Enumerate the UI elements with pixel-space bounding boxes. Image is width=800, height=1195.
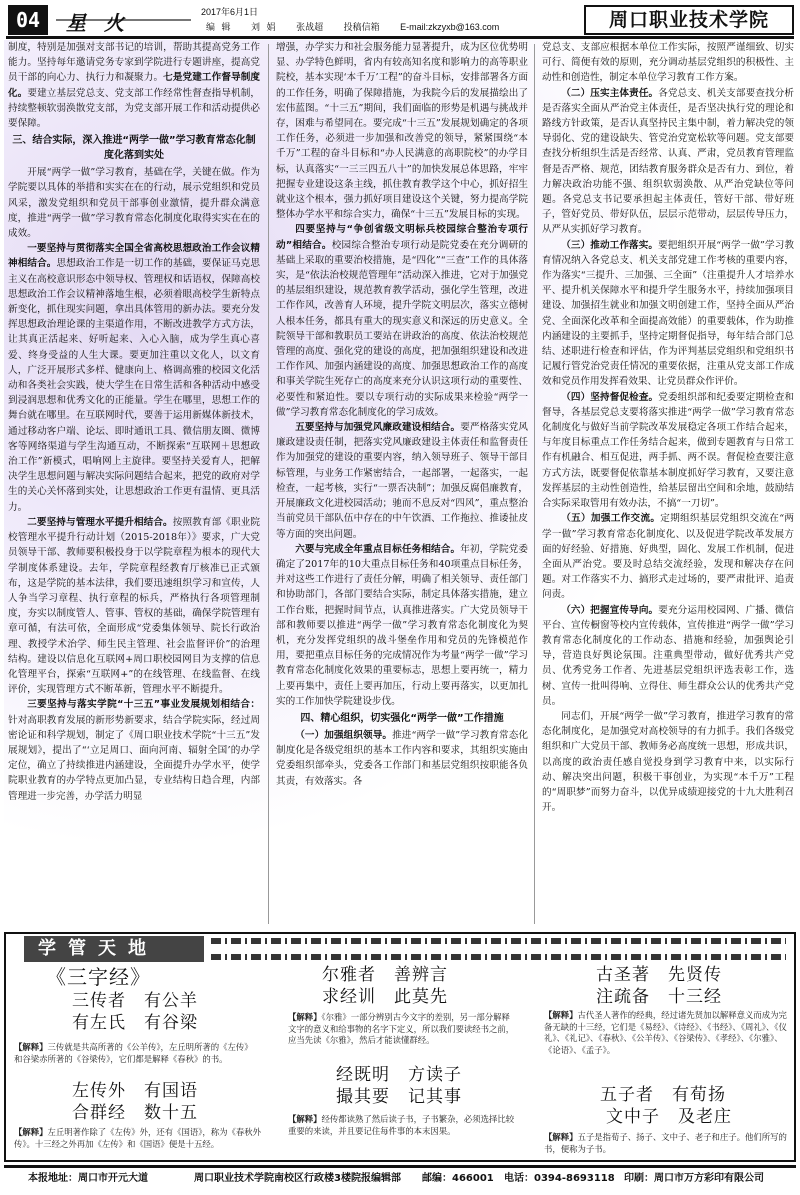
paragraph: 三要坚持与落实学院“十三五”事业发展规划相结合：针对高职教育发展的新形势新要求，结合学院实际，经过周密论证和科学规划，制定了《周口职业技术学院“十三五”发展规划》，提出了“‘立足周口、面向河南、辐射全国’的办学定位，确立了持续推进内涵建设，全面提升办学水平，使学院职业教育的办学特点更加凸显，专业结构日趋合理，内部管理进一步完善，办学活力明显 [8,699,260,802]
paragraph: （一）加强组织领导。推进“两学一做”学习教育常态化制度化是各级党组织的基本工作内容和要求，其组织实施由党委组织部牵头，党委各工作部门和基层党组织按职能各负其责，有效落实。各 [276,729,528,787]
paragraph: （六）把握宣传导向。要充分运用校园网、广播、微信平台、宣传橱窗等校内宣传载体，宣传推进“两学一做”学习教育常态化制度化的工作动态、措施和经验，加强舆论引导，营造良好舆论氛围。注重典型带动，做好优秀共产党员、优秀党务工作者、先进基层党组织评选表彰工作，选树、宣传一批叫得响、立得住、师生群众公认的优秀共产党员。 [542,604,794,707]
verse-line: 三传者 有公羊 [72,991,198,1011]
verse-line: 有左氏 有谷梁 [72,1013,198,1033]
column-name: 星火 [66,11,142,35]
article-column-1 [8,40,260,926]
learning-corner-title: 学管天地 [24,936,204,962]
verse-line: 撮其要 记其事 [336,1087,462,1107]
page-number: 04 [8,5,48,35]
paragraph: 增强，办学实力和社会服务能力显著提升，成为区位优势明显、办学特色鲜明，省内有较高知名度和影响力的高等职业院校，基本实现‘本千万’工程”的奋斗目标，安排部署各方面的工作任务，明确了保障措施，为我院今后的发展描绘出了宏伟蓝图。“十三五”期间，我们面临的形势是机遇与挑战并存，困难与希望同在。要完成“十三五”发展规划确定的各项工作任务，必须进一步加强和改善党的领导，紧紧围绕“本千万”工程的奋斗目标和“办人民满意的高职院校”的办学目标，认真落实“一三三四五八十”的加快发展总体思路，牢牢把握专业建设这条主线，抓住教育教学这个中心，抓好招生就业这个根本，强力抓好项目建设这个关键，努力提高学院整体办学水平和综合实力，确保“十三五”发展目标的实现。 [276,42,528,221]
article-body [4,40,796,930]
verse-note: 【解释】五子是指荀子、扬子、文中子、老子和庄子。他们所写的书，便称为子书。 [544,1132,787,1154]
footer-address: 本报地址：周口市开元大道 [28,1173,148,1184]
staff-editor-label: 编 辑 [206,22,231,32]
staff-editor-1: 刘 娟 [251,22,276,32]
footer-postcode: 邮编：466001 [422,1173,494,1184]
paragraph: 一要坚持与贯彻落实全国全省高校思想政治工作会议精神相结合。思想政治工作是一切工作的基础，要保证马克思主义在高校意识形态中领导权、管理权和话语权，保障高校思想政治工作会议精神落地生根，必须着眼高校学生新特点新变化，抓住现实问题，拿出具体管用的新办法。要充分发挥思想政治理论课的主渠道作用，不断改进教学方式方法，让其真正活起来、好听起来、入心入脑，成为学生真心喜爱、终身受益的人生大课。要更加注重以文化人，以文育人，广泛开展形式多样、健康向上、格调高雅的校园文化活动和各类社会实践，使大学生在日常生活和各种活动中感受到浸润思想和优秀文化的正能量。学生在哪里，思想工作的舞台就在哪里。在互联网时代，要善于运用新媒体新技术，通过移动客户端、论坛、即时通讯工具、微信朋友圈、微博客等网络渠道与学生沟通互动，不断探索“互联网＋思想政治工作”新模式，唱响网上主旋律。要坚持关爱育人，把解决学生思想问题与解决实际问题结合起来，把党的政府对学生的关心关怀落到实处，让思想政治工作更有温情、更具活力。 [8,243,260,513]
verse-note: 【解释】古代圣人著作的经典，经过诸先贤加以解释意义而成为完备无缺的十三经，它们是《易经》、《诗经》、《书经》、《周礼》、《仪礼》、《礼记》、《春秋》、《公羊传》、《谷梁传》、《孝经》、《尔雅》、《论语》、《孟子》。 [544,1010,787,1055]
footer-phone: 电话：0394-8693118 [504,1173,615,1184]
school-title: 周口职业技术学院 [584,5,794,35]
footer-office: 周口职业技术学院南校区行政楼3楼院报编辑部 [194,1173,401,1184]
masthead [6,5,794,35]
verse-line: 五子者 有荀扬 [600,1085,726,1105]
verse-note: 【解释】左丘明著作除了《左传》外，还有《国语》，称为《春秋外传》。十三经之外再加《左传》和《国语》便是十五经。 [14,1127,262,1149]
footer-printer: 印刷：周口市万方彩印有限公司 [624,1173,764,1184]
publication-date: 2017年6月1日 [201,7,259,17]
staff-editor-2: 张战超 [296,22,324,32]
section-heading: 四、精心组织，切实强化“两学一做”工作措施 [300,712,504,724]
verse-note: 【解释】经传都读熟了然后读子书，子书繁杂，必须选择比较重要的来读，并且要记住每件事的本末因果。 [288,1114,515,1136]
verse-note: 【解释】《尔雅》一部分辨别古今文字的差别，另一部分解释文字的意义和给事物的名字下定义，所以我们要读经书之前，应当先读《尔雅》，然后才能读懂群经。 [288,1012,515,1045]
learning-corner-header [6,934,794,964]
paragraph: （二）压实主体责任。各党总支、机关支部要查找分析是否落实全面从严治党主体责任，是否坚决执行党的理论和路线方针政策，是否认真坚持民主集中制，着力解决党的领导弱化、党的建设缺失、管党治党宽松软等问题。党支部要查找分析组织生活是否经常、认真、严肃，党员教育管理监督是否严格、规范，团结教育服务群众是否有力、到位，着力解决政治功能不强、组织软弱涣散、从严治党缺位等问题。各党总支书记要承担起主体责任，管好干部、带好班子，管好党员、带好队伍，层层示范带动，层层传导压力，从严从实抓好学习教育。 [542,87,794,236]
column-divider [534,44,535,924]
verse-line: 求经训 此莫先 [322,987,448,1007]
paragraph: （五）加强工作交流。定期组织基层党组织交流在“两学一做”学习教育常态化制度化、以及促进学院改革发展方面的好经验、好措施、好典型，固化、发展工作机制，促进全面从严治党。要及时总结交流经验，发现和解决存在问题。对工作落实不力、搞形式走过场的，要严肃批评、追责问责。 [542,513,794,601]
verse-line: 文中子 及老庄 [606,1107,732,1127]
verse-line: 古圣著 先贤传 [596,965,722,985]
verse-block [44,964,274,1034]
verse-heading: 《三字经》 [46,965,151,989]
verse-note: 【解释】三传就是共高所著的《公羊传》，左丘明所著的《左传》和谷梁赤所著的《谷梁传》，它们都是解释《春秋》的书。 [14,1042,253,1064]
verse-line: 经既明 方读子 [336,1065,462,1085]
article-column-3 [542,40,794,926]
paragraph: （三）推动工作落实。要把组织开展“两学一做”学习教育情况纳入各党总支、机关支部党建工作考核的重要内容，作为落实“三提升、三加强、三全面”（注重提升人才培养水平、提升机关保障水平和提升学生服务水平，持续加强项目建设、加强招生就业和加强文明创建工作，坚持全面从严治党、全面深化改革和全面提高效能）的重要载体，作为助推内涵建设的主要抓手，坚持定期督促指导，每年结合部门总结、述职进行检查和评估，作为评判基层党组织和党组织书记履行管党治党责任情况的重要依据，注重从党支部工作成效和党员作用发挥看效果、让党员群众作评价。 [542,239,794,388]
article-column-2 [276,40,528,926]
paragraph: 制度，特别是加强对支部书记的培训，帮助其提高党务工作能力。坚持每年邀请党务专家到学院进行专题讲座，提高党员干部的向心力、执行力和凝聚力。七是党建工作督导制度化。要建立基层党总支、党支部工作经常性督查指导机制，持续整顿软弱涣散党支部，为党支部开展工作和活动提供必要保障。 [8,42,260,130]
verse-line: 合群经 数十五 [72,1103,198,1123]
verse-block [596,964,786,1008]
footer [4,1165,796,1194]
paragraph: 四要坚持与“争创省级文明标兵校园综合整治专项行动”相结合。校园综合整治专项行动是院党委在充分调研的基础上采取的重要治校措施，是“四化”“三查”工作的具体落实，是“依法治校规范管理年”活动深入推进，它对于加强党的基层组织建设，规范教育教学活动，强化学生管理，改进工作作风，改善育人环境，提升学院文明层次，落实立德树人根本任务，都具有重大的现实意义和深远的历史意义。全院领导干部和教职员工要站在讲政治的高度、依法治校规范管理的高度、强化党的建设的高度，把加强组织建设和改进工作作风、加强内涵建设的高度、加强思想政治工作的高度和事关学院生死存亡的高度来充分认识这项行动的重要性、必要性和紧迫性。要以专项行动的实际成果来检验“两学一做”学习教育常态化制度化的学习成效。 [276,224,528,418]
paragraph: 开展“两学一做”学习教育，基础在学，关键在做。作为学院要以具体的举措和实实在在的行动，展示党组织和党员风采，激发党组织和党员干部事创业激情，提升群众满意度，推进“两学一做”学习教育常态化制度化取得实实在在的成效。 [8,167,260,240]
decorative-border-pattern-inner [211,944,786,954]
verse-block [322,964,522,1008]
verse-line: 尔雅者 善辨言 [322,965,448,985]
paragraph: 党总支、支部应根据本单位工作实际，按照严谨细致、切实可行、简便有效的原则，充分调动基层党组织的积极性、主动性和创造性，制定本单位学习教育工作方案。 [542,42,794,84]
verse-line: 左传外 有国语 [72,1081,198,1101]
learning-corner [4,932,796,1162]
section-heading: 三、结合实际，深入推进“两学一做”学习教育常态化制度化落到实处 [12,135,256,162]
paragraph: 五要坚持与加强党风廉政建设相结合。要严格落实党风廉政建设责任制，把落实党风廉政建设主体责任和监督责任作为加强党的建设的重要内容，纳入领导班子、领导干部目标管理，与业务工作紧密结合，一起部署，一起落实，一起检查，一起考核，实行“一票否决制”；加强反腐倡廉教育，开展廉政文化进校园活动；驰而不息反对“四风”，重点整治当前党员干部队伍中存在的中午饮酒、工作拖拉、推诿扯皮等方面的突出问题。 [276,422,528,540]
header-rule [6,36,794,39]
paragraph: 六要与完成全年重点目标任务相结合。年初，学院党委确定了2017年的10大重点目标任务和40项重点目标任务，并对这些工作进行了责任分解，明确了相关领导、责任部门和协助部门，各部门要结合实际，制定具体落实措施，建立工作台账，把握时间节点，认真推进落实。广大党员领导干部和教师要以推进“两学一做”学习教育常态化制度化为契机，充分发挥党组织的战斗堡垒作用和党员的先锋模范作用，要把重点目标任务的完成情况作为考量“两学一做”学习教育常态化制度化效果的重要标志，思想上要再统一，精力上要再集中，责任上要再加压，行动上要再落实，以更加扎实的工作加快学院建设步伐。 [276,543,528,707]
verse-block [72,1080,272,1124]
verse-line: 注疏备 十三经 [596,987,722,1007]
paragraph: （四）坚持督促检查。党委组织部和纪委要定期检查和督导，各基层党总支要将落实推进“两学一做”学习教育常态化制度化与做好当前学院改革发展稳定各项工作结合起来，与年度目标重点工作任务结合起来，做到专题教育与日常工作有机融合、相互促进，两手抓、两不误。督促检查要注意方式方法，既要督促依靠基本制度抓好学习教育，又要注意发挥基层的主动性创造性，给基层留出空间和余地，鼓励结合实际采取管用有效办法，不搞“一刀切”。 [542,391,794,510]
column-divider [268,44,269,924]
staff-line [206,20,513,33]
submission-email: E-mail:zkzyxb@163.com [400,22,500,32]
verse-block [336,1064,536,1108]
submission-label: 投稿信箱 [343,22,380,32]
verse-block [600,1084,790,1128]
paragraph: 同志们，开展“两学一做”学习教育，推进学习教育的常态化制度化，是加强党对高校领导的有力抓手。我们各级党组织和广大党员干部、教师务必高度统一思想，形成共识，以高度的政治责任感自觉投身到学习教育中来，以实际行动、解决突出问题，积极干事创业，为实现“本千万”工程的“周职梦”而努力奋斗，以优异成绩迎接党的十九大胜利召开。 [542,710,794,814]
paragraph: 二要坚持与管理水平提升相结合。按照教育部《职业院校管理水平提升行动计划（2015-2018年）》要求，广大党员领导干部、教师要积极投身于以学院章程为根本的现代大学制度体系建设。去年，学院章程经教育厅核准已正式颁布，这是学院的基本法律，我们要迅速组织学习和宣传，人人争当学习章程、执行章程的标兵，严格执行各项管理制度，夯实以制度管人、管事、管权的基础，确保学院管理有章可循，有法可依，全面形成“党委集体领导、院长行政治理、教授学术治学、师生民主管理、社会监督评价”的治理结构。建设以信息化互联网+周口职校园网目为支撑的信息化管理平台，探索“互联网+”的在线管理、在线监督、在线评价，实现管理方式不断革新，管理水平不断提升。 [8,516,260,696]
